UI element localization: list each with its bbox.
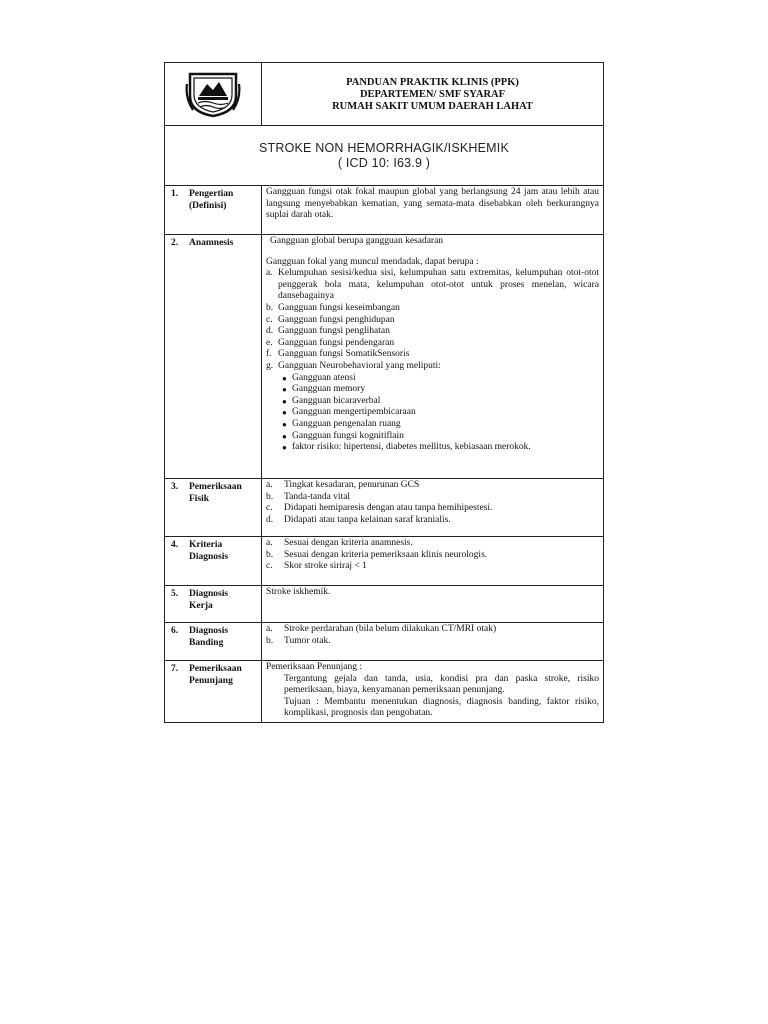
bullet-icon: ● <box>282 419 287 429</box>
section-label <box>165 661 262 722</box>
list-item: c. Skor stroke siriraj < 1 <box>266 561 367 572</box>
institution-line-3: RUMAH SAKIT UMUM DAERAH LAHAT <box>332 101 533 112</box>
document-title <box>165 126 603 185</box>
penunjang-paragraph: Tujuan : Membantu menentukan diagnosis, diagnosis banding, faktor risiko, komplikasi, prognosis dan pengobatan. <box>284 696 599 719</box>
section-number: 3. <box>171 482 179 492</box>
section-content <box>262 479 603 536</box>
label-line: Penunjang <box>189 676 233 686</box>
title-line-2: ( ICD 10: I63.9 ) <box>337 155 431 170</box>
bullet-item: ● Gangguan pengenalan ruang <box>282 418 401 429</box>
anamnesis-focal-intro: Gangguan fokal yang muncul mendadak, dapat berupa : <box>266 256 479 267</box>
section-label <box>165 537 262 585</box>
title-row <box>165 126 603 186</box>
bullet-icon: ● <box>282 373 287 383</box>
section-content <box>262 661 603 722</box>
label-line: Fisik <box>189 494 210 504</box>
list-item: g. Gangguan Neurobehavioral yang meliputi: <box>266 360 441 371</box>
bullet-item: ● Gangguan fungsi kognitiflain <box>282 430 404 441</box>
institution-line-1: PANDUAN PRAKTIK KLINIS (PPK) <box>346 77 519 88</box>
label-line: Pemeriksaan <box>189 664 242 674</box>
penunjang-paragraph: Tergantung gejala dan tanda, usia, kondisi pra dan paska stroke, risiko pemeriksaan, biaya, kenyamanan pemeriksaan penunjang. <box>284 673 599 696</box>
section-pemeriksaan-fisik <box>165 479 603 537</box>
bullet-item: ● Gangguan mengertipembicaraan <box>282 407 416 418</box>
list-item: b. Tumor otak. <box>266 635 331 646</box>
section-label <box>165 235 262 478</box>
section-number: 1. <box>171 189 179 199</box>
section-label <box>165 186 262 234</box>
section-number: 6. <box>171 626 179 636</box>
section-kriteria-diagnosis <box>165 537 603 586</box>
label-line: Kerja <box>189 601 213 611</box>
section-number: 7. <box>171 664 179 674</box>
penunjang-intro: Pemeriksaan Penunjang : <box>266 662 363 672</box>
bullet-icon: ● <box>282 408 287 418</box>
institution-block <box>262 63 603 125</box>
section-content: Stroke iskhemik. <box>266 587 331 597</box>
bullet-item: ● Gangguan atensi <box>282 372 356 383</box>
section-content: Gangguan fungsi otak fokal maupun global yang berlangsung 24 jam atau lebih atau langsung menyebabkan kematian, yang semata-mata disebabkan oleh berkurangnya suplai darah otak. <box>266 187 599 221</box>
list-item: b. Gangguan fungsi keseimbangan <box>266 302 400 313</box>
list-item: d. Didapati atau tanpa kelainan saraf kranialis. <box>266 514 451 525</box>
section-content <box>262 537 603 585</box>
list-item: e. Gangguan fungsi pendengaran <box>266 337 395 348</box>
label-line: Diagnosis <box>189 626 229 636</box>
section-pemeriksaan-penunjang <box>165 661 603 722</box>
header-row <box>165 63 603 126</box>
list-item: b. Sesuai dengan kriteria pemeriksaan klinis neurologis. <box>266 549 488 560</box>
list-item: f. Gangguan fungsi SomatikSensoris <box>266 349 410 360</box>
logo-cell <box>165 63 262 125</box>
section-content <box>262 235 603 478</box>
bullet-icon: ● <box>282 396 287 406</box>
list-item: a. Stroke perdarahan (bila belum dilakukan CT/MRI otak) <box>266 624 497 634</box>
neurobehavioral-bullets <box>266 373 599 454</box>
list-item: a. Sesuai dengan kriteria anamnesis. <box>266 538 413 548</box>
label-line: Banding <box>189 638 224 648</box>
section-label <box>165 479 262 536</box>
section-number: 2. <box>171 238 179 248</box>
label-line: Kriteria <box>189 540 223 550</box>
section-diagnosis-kerja <box>165 586 603 623</box>
section-pengertian <box>165 186 603 235</box>
label-line: Diagnosis <box>189 552 229 562</box>
list-item: c. Gangguan fungsi penghidupan <box>266 314 395 325</box>
section-label <box>165 586 262 622</box>
label-line: Pengertian <box>189 189 234 199</box>
bullet-icon: ● <box>282 431 287 441</box>
bullet-item: ● faktor risiko: hipertensi, diabetes mellitus, kebiasaan merokok. <box>282 442 531 453</box>
label-line: Pemeriksaan <box>189 482 242 492</box>
section-content <box>262 623 603 660</box>
bullet-item: ● Gangguan memory <box>282 384 366 395</box>
regency-emblem-icon <box>185 70 241 118</box>
list-item: c. Didapati hemiparesis dengan atau tanpa hemihipestesi. <box>266 503 493 514</box>
list-item: a. Tingkat kesadaran, penurunan GCS <box>266 480 420 490</box>
anamnesis-list <box>266 268 599 372</box>
list-item: d. Gangguan fungsi penglihatan <box>266 326 390 337</box>
institution-line-2: DEPARTEMEN/ SMF SYARAF <box>359 89 506 100</box>
section-number: 4. <box>171 540 179 550</box>
ppk-document <box>164 62 604 723</box>
section-anamnesis <box>165 235 603 479</box>
list-item: b. Tanda-tanda vital <box>266 491 351 502</box>
section-label <box>165 623 262 660</box>
label-line: Diagnosis <box>189 589 229 599</box>
label-line: (Definisi) <box>189 201 227 211</box>
bullet-icon: ● <box>282 385 287 395</box>
section-diagnosis-banding <box>165 623 603 661</box>
label-line: Anamnesis <box>189 238 234 248</box>
title-line-1: STROKE NON HEMORRHAGIK/ISKHEMIK <box>259 140 509 155</box>
list-item: a. Kelumpuhan sesisi/kedua sisi, kelumpuhan satu extremitas, kelumpuhan otot-otot penggerak bola mata, kelumpuhan otot-otot untuk proses menelan, wicara dansebagainya <box>266 268 599 302</box>
anamnesis-global: Gangguan global berupa gangguan kesadaran <box>270 236 444 246</box>
bullet-item: ● Gangguan bicaraverbal <box>282 395 381 406</box>
section-number: 5. <box>171 589 179 599</box>
bullet-icon: ● <box>282 443 287 453</box>
